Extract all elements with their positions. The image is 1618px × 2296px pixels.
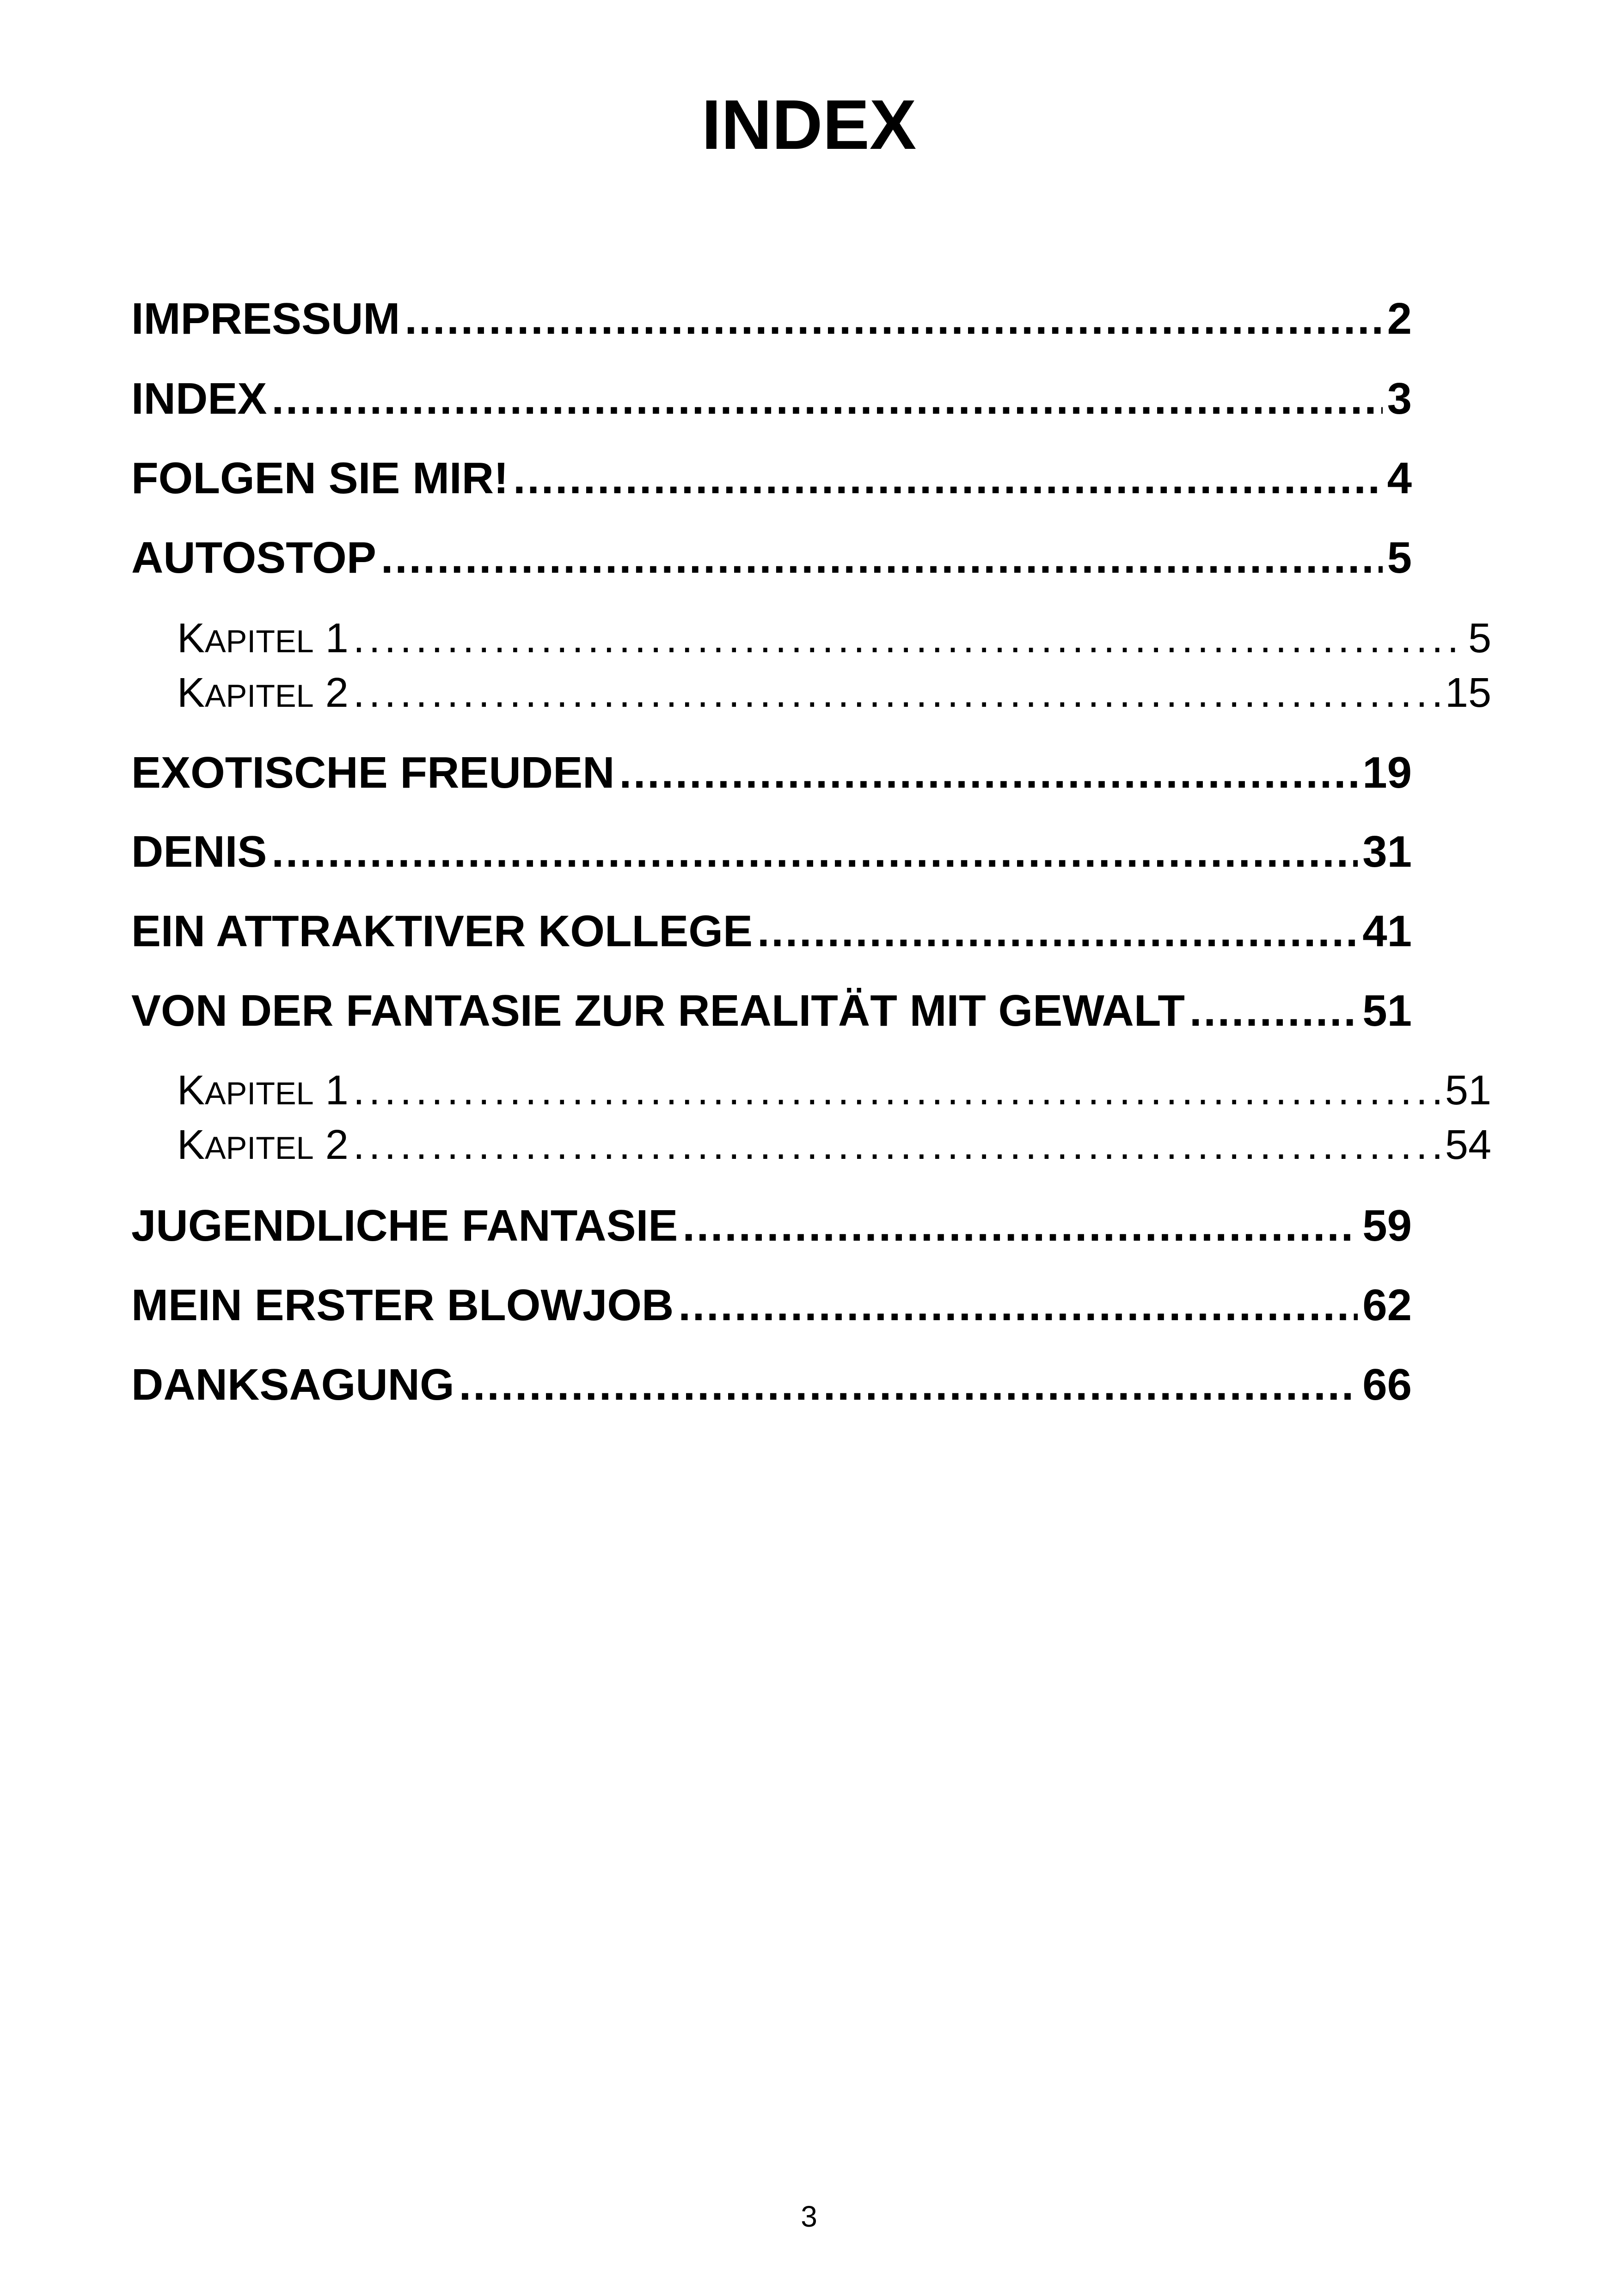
- toc-entry-page: 62: [1362, 1280, 1412, 1330]
- toc-subentry-autostop-kapitel-1[interactable]: [177, 611, 1491, 669]
- toc-entry-label: EIN ATTRAKTIVER KOLLEGE: [131, 906, 753, 956]
- toc-subentry-page: 54: [1445, 1122, 1491, 1168]
- toc-subentry-fantasie-kapitel-1[interactable]: [177, 1063, 1491, 1121]
- dot-leader: [271, 369, 1382, 429]
- toc-entry-label: DENIS: [131, 827, 267, 876]
- toc-entry-label: INDEX: [131, 374, 267, 423]
- dot-leader: [1189, 981, 1358, 1041]
- toc-entry-index[interactable]: [131, 369, 1412, 429]
- toc-entry-page: 5: [1387, 533, 1412, 582]
- toc-subentry-label: KAPITEL 2: [177, 670, 349, 716]
- toc-entry-page: 3: [1387, 374, 1412, 423]
- dot-leader: [619, 743, 1358, 803]
- toc-entry-page: 59: [1362, 1201, 1412, 1250]
- page-number: 3: [801, 2200, 817, 2233]
- toc-entry-label: VON DER FANTASIE ZUR REALITÄT MIT GEWALT: [131, 986, 1185, 1035]
- toc-entry-page: 4: [1387, 453, 1412, 503]
- dot-leader: [404, 289, 1382, 349]
- dot-leader: [271, 822, 1358, 882]
- toc-entry-page: 41: [1362, 906, 1412, 956]
- toc-entry-page: 19: [1362, 748, 1412, 797]
- toc-subentry-label: KAPITEL 1: [177, 615, 349, 661]
- dot-leader: [353, 666, 1440, 720]
- dot-leader: [381, 528, 1383, 588]
- toc-entry-impressum[interactable]: [131, 289, 1412, 349]
- dot-leader: [353, 611, 1464, 666]
- dot-leader: [513, 448, 1383, 508]
- toc-entry-label: MEIN ERSTER BLOWJOB: [131, 1280, 674, 1330]
- dot-leader: [459, 1355, 1358, 1415]
- toc-entry-denis[interactable]: [131, 822, 1412, 882]
- toc-entry-label: EXOTISCHE FREUDEN: [131, 748, 615, 797]
- dot-leader: [353, 1118, 1440, 1172]
- toc-entry-ein-attraktiver-kollege[interactable]: [131, 901, 1412, 961]
- toc-entry-mein-erster-blowjob[interactable]: [131, 1275, 1412, 1335]
- toc-entry-folgen-sie-mir[interactable]: [131, 448, 1412, 508]
- toc-entry-exotische-freuden[interactable]: [131, 743, 1412, 803]
- toc-entry-autostop[interactable]: [131, 528, 1412, 588]
- toc-subentry-page: 5: [1468, 615, 1491, 661]
- toc-entry-von-der-fantasie[interactable]: [131, 981, 1412, 1041]
- page-title: INDEX: [701, 86, 917, 164]
- dot-leader: [678, 1275, 1358, 1335]
- toc-entry-page: 66: [1362, 1360, 1412, 1409]
- toc-entry-label: IMPRESSUM: [131, 294, 400, 343]
- toc-entry-page: 51: [1362, 986, 1412, 1035]
- toc-subentry-fantasie-kapitel-2[interactable]: [177, 1118, 1491, 1176]
- toc-entry-label: JUGENDLICHE FANTASIE: [131, 1201, 678, 1250]
- toc-subentry-page: 51: [1445, 1067, 1491, 1114]
- toc-entry-label: FOLGEN SIE MIR!: [131, 453, 509, 503]
- dot-leader: [353, 1063, 1440, 1118]
- toc-entry-label: DANKSAGUNG: [131, 1360, 454, 1409]
- toc-subentry-label: KAPITEL 2: [177, 1122, 349, 1168]
- toc-entry-page: 31: [1362, 827, 1412, 876]
- toc-entry-label: AUTOSTOP: [131, 533, 376, 582]
- toc-subentry-autostop-kapitel-2[interactable]: [177, 666, 1491, 723]
- toc-entry-jugendliche-fantasie[interactable]: [131, 1196, 1412, 1256]
- dot-leader: [757, 901, 1358, 961]
- toc-entry-page: 2: [1387, 294, 1412, 343]
- toc-subentry-page: 15: [1445, 670, 1491, 716]
- toc-entry-danksagung[interactable]: [131, 1355, 1412, 1415]
- dot-leader: [682, 1196, 1358, 1256]
- toc-subentry-label: KAPITEL 1: [177, 1067, 349, 1114]
